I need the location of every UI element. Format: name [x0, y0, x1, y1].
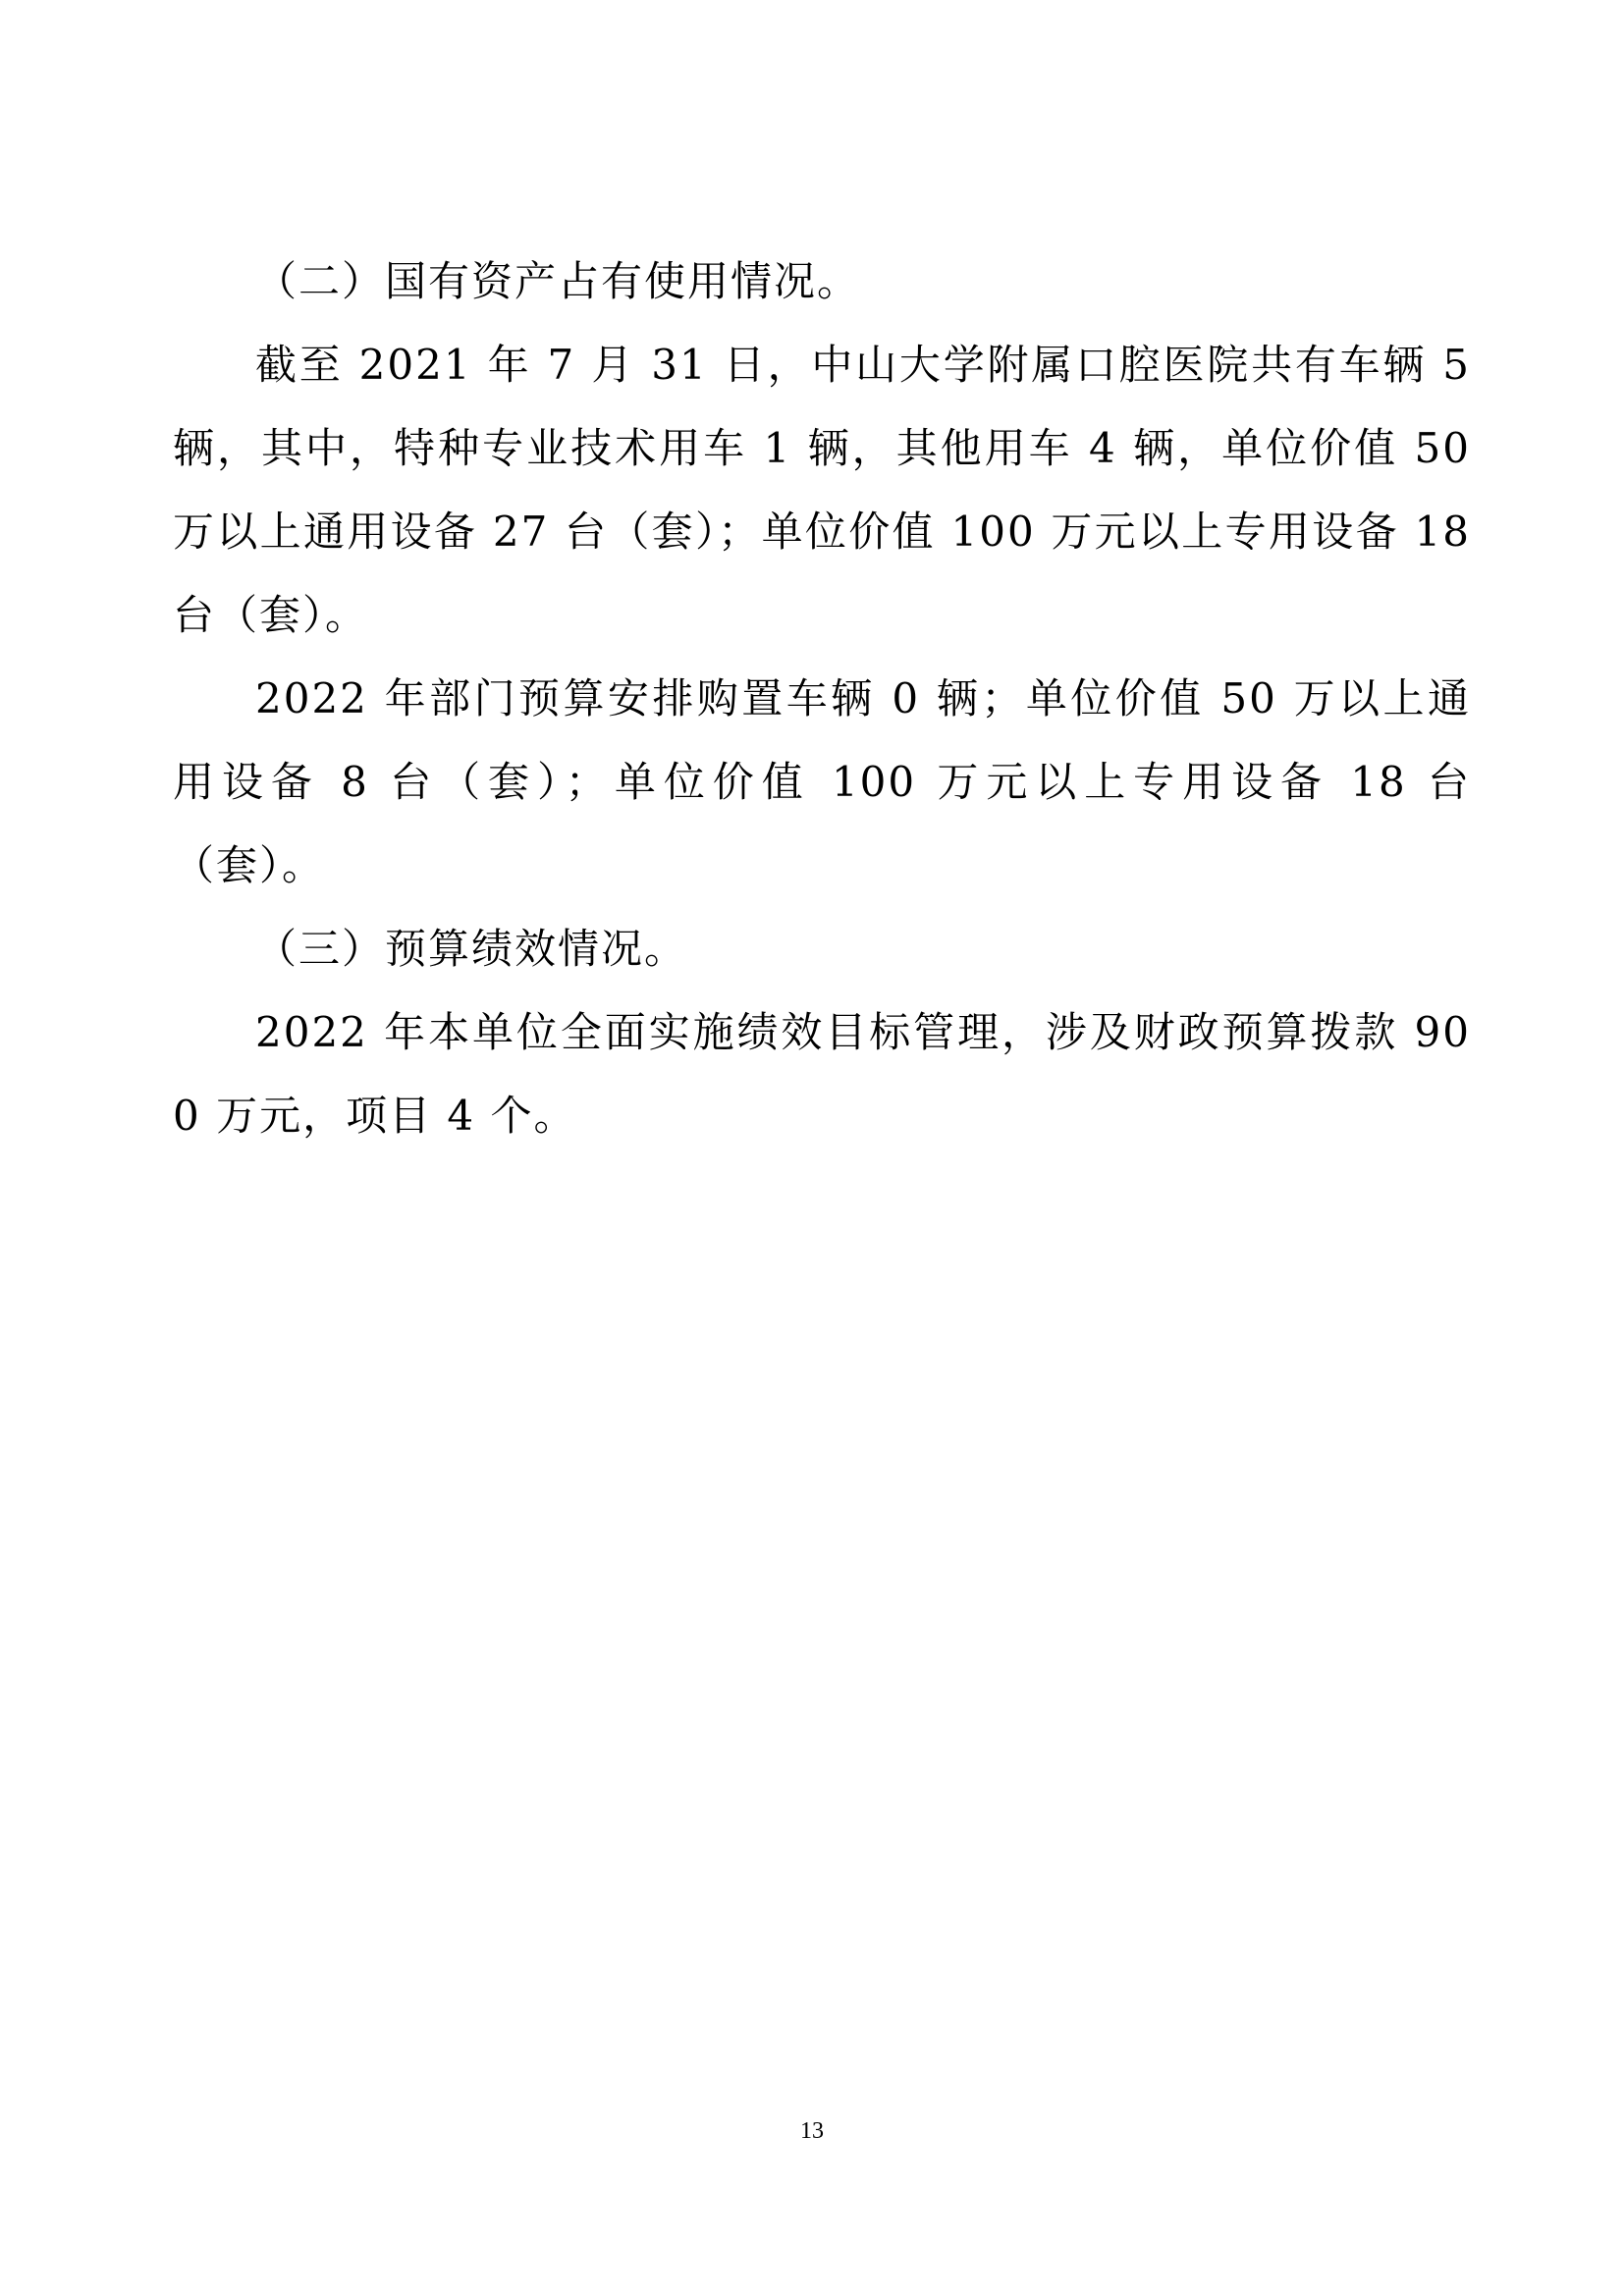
- document-body: [173, 240, 1471, 1157]
- section-heading-budget-performance: （三）预算绩效情况。: [255, 925, 688, 973]
- section-heading-state-assets: （二）国有资产占有使用情况。: [255, 257, 861, 305]
- paragraph-performance-management: 2022 年本单位全面实施绩效目标管理，涉及财政预算拨款 900 万元，项目 4 个。: [173, 1008, 1471, 1140]
- page-number: 13: [800, 2118, 824, 2144]
- paragraph-budget-purchase: 2022 年部门预算安排购置车辆 0 辆；单位价值 50 万以上通用设备 8 台（套）；单位价值 100 万元以上专用设备 18 台（套）。: [173, 674, 1471, 889]
- paragraph-asset-status: 截至 2021 年 7 月 31 日，中山大学附属口腔医院共有车辆 5 辆，其中，特种专业技术用车 1 辆，其他用车 4 辆，单位价值 50 万以上通用设备 27 台（套）；单位价值 100 万元以上专用设备 18 台（套）。: [173, 341, 1471, 639]
